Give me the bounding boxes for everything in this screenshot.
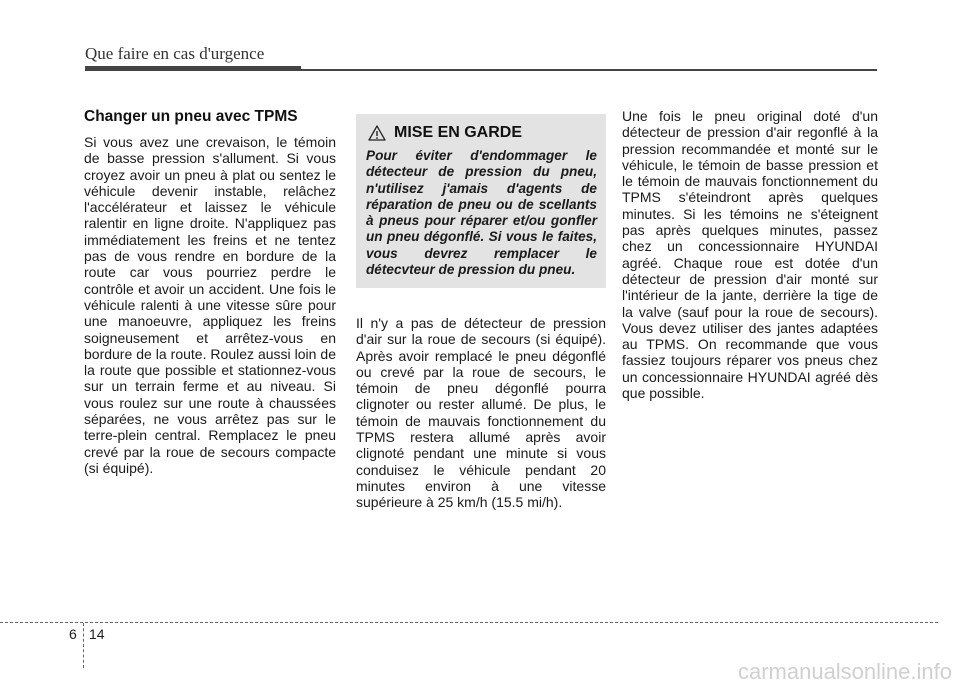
watermark: carmanualsonline.info: [737, 659, 952, 684]
warning-triangle-icon: [368, 125, 386, 141]
paragraph-sensor-info: Une fois le pneu original doté d'un détecteur de pression d'air regonflé à la pression recommandée et monté sur le véhicule, le témoin de basse pression et le témoin de mauvais fonctionnement du TPMS s'éteindront après quelques minutes. Si les témoins ne s'éteignent pas après quelques minutes, passez chez un concessionnaire HYUNDAI agréé. Chaque roue est dotée d'un détecteur de pression d'air monté sur l'intérieur de la jante, derrière la tige de la valve (sauf pour la roue de secours). Vous devez utiliser des jantes adaptées au TPMS. On recommande que vous fassiez toujours réparer vos pneus chez un concessionnaire HYUNDAI agréé dès que possible.: [622, 108, 878, 402]
column-right: [622, 108, 878, 401]
column-middle: [356, 108, 606, 511]
caution-title: MISE EN GARDE: [394, 124, 523, 141]
footer-divider: [0, 622, 938, 623]
caution-title-row: [366, 124, 597, 142]
paragraph-flat-tire: Si vous avez une crevaison, le témoin de basse pression s'allument. Si vous croyez avoir un pneu à plat ou sentez le véhicule devenir instable, relâchez l'accélérateur et laissez le véhicule ralentir en ligne droite. N'appliquez pas immédiatement les freins et ne tentez pas de vous rendre en bordure de la route car vous pourriez perdre le contrôle et avoir un accident. Une fois le véhicule ralenti à une vitesse sûre pour une manoeuvre, appliquez les freins soigneusement et arrêtez-vous en bordure de la route. Roulez aussi loin de la route que possible et stationnez-vous sur un terrain ferme et au niveau. Si vous roulez sur une route à chaussées séparées, ne vous arrêtez pas sur le terre-plein central. Remplacez le pneu crevé par la roue de secours compacte (si équipé).: [84, 134, 336, 476]
caution-text: Pour éviter d'endommager le détecteur de pression du pneu, n'utilisez j'amais d'agents de réparation de pneu ou de scellants à pneus pour réparer et/ou gonfler un pneu dégonflé. Si vous le faites, vous devrez remplacer le détecvteur de pression du pneu.: [366, 148, 597, 278]
caution-box: [356, 114, 606, 288]
column-left: [84, 108, 336, 476]
page-header-title: Que faire en cas d'urgence: [85, 44, 265, 63]
paragraph-spare-wheel: Il n'y a pas de détecteur de pression d'air sur la roue de secours (si équipé). Après avoir remplacé le pneu dégonflé ou crevé par la roue de secours, le témoin de pneu dégonflé pourra clignoter ou rester allumé. De plus, le témoin de mauvais fonctionnement du TPMS restera allumé après avoir clignoté pendant une minute si vous conduisez le véhicule pendant 20 minutes environ à une vitesse supérieure à 25 km/h (15.5 mi/h).: [356, 315, 606, 511]
header-rule-thin: [301, 69, 877, 71]
page-section-number: 6: [69, 626, 77, 642]
footer-page-divider: [83, 623, 84, 668]
page-number: 14: [89, 626, 105, 642]
header-rule-thick: [85, 66, 301, 71]
section-heading: Changer un pneu avec TPMS: [84, 108, 298, 125]
